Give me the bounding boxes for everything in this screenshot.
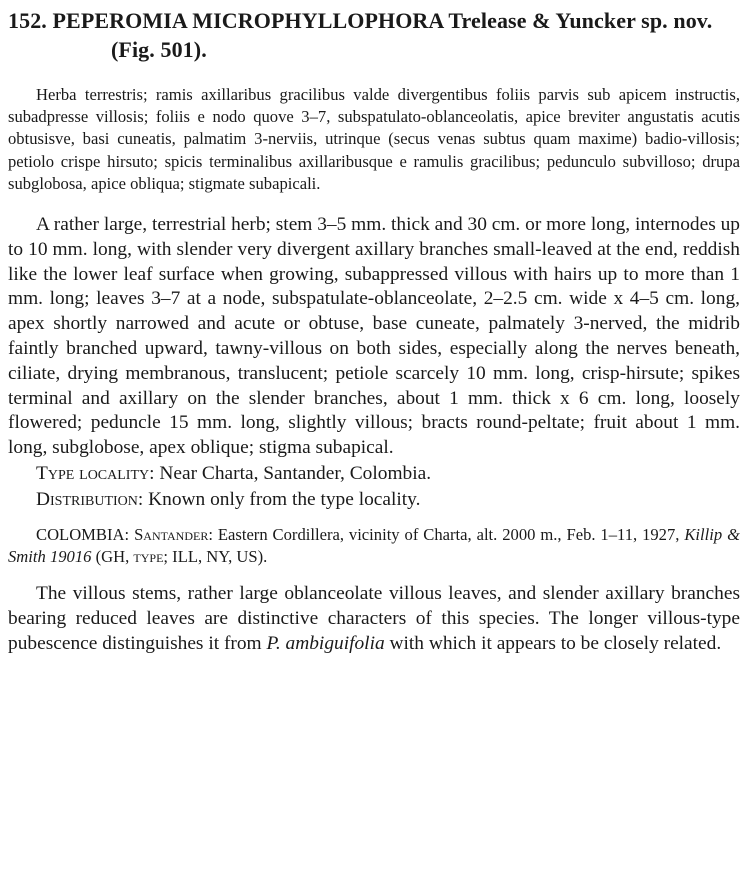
specimen-country: COLOMBIA:: [36, 524, 130, 544]
remarks: [8, 582, 740, 656]
specimen-herbaria-open: (GH,: [95, 546, 130, 566]
specimen-citation: [8, 524, 740, 568]
specimen-department: Santander:: [134, 524, 213, 544]
species-number: 152.: [8, 8, 47, 33]
type-locality: [8, 462, 740, 487]
species-heading: [8, 6, 740, 64]
distribution-label: Distribution:: [36, 488, 144, 510]
remarks-after: with which it appears to be closely related.: [389, 632, 722, 654]
english-description: A rather large, terrestrial herb; stem 3–5 mm. thick and 30 cm. or more long, internodes up to 10 mm. long, with slender very divergent axillary branches small-leaved at the end, reddish like the lower leaf surface when growing, subappressed villous with hairs up to more than 1 mm. long; leaves 3–7 at a node, subspatulate-oblanceolate, 2–2.5 cm. wide x 4–5 cm. long, apex shortly narrowed and acute or obtuse, base cuneate, palmately 3-nerved, the midrib faintly branched upward, tawny-villous on both sides, especially along the nerves beneath, ciliate, drying membranous, translucent; petiole scarcely 10 mm. long, crisp-hirsute; spikes terminal and axillary on the slender branches, about 1 mm. thick x 6 cm. long, loosely flowered; peduncle 15 mm. long, slightly villous; bracts round-peltate; fruit about 1 mm. long, subglobose, apex oblique; stigma subapical.: [8, 214, 740, 459]
latin-diagnosis: Herba terrestris; ramis axillaribus gracilibus valde divergentibus foliis parvis sub apicem instructis, subadpresse villosis; foliis e nodo quove 3–7, subspatulato-oblanceolatis, apice breviter angustatis acutis obtusisve, basi cuneatis, palmatim 3-nerviis, utrinque (secus venas subtus quam maxime) badio-villosis; petiolo crispe hirsuto; spicis terminalibus axillaribusque e ramulis gracilibus; pedunculo subvilloso; drupa subglobosa, apice obliqua; stigmate subapicali.: [8, 85, 740, 193]
species-authors: Trelease & Yuncker: [448, 8, 636, 33]
remarks-species: P. ambiguifolia: [266, 632, 385, 654]
specimen-locality: Eastern Cordillera, vicinity of Charta, alt. 2000 m., Feb. 1–11, 1927,: [217, 524, 680, 544]
specimen-collector: Killip & Smith 19016: [8, 524, 740, 566]
species-status: sp. nov. (Fig. 501).: [111, 8, 713, 62]
specimen-type-word: type: [133, 546, 164, 566]
remarks-before: The villous stems, rather large oblanceolate villous leaves, and slender axillary branches bearing reduced leaves are distinctive characters of this species. The longer villous-type pubescence distinguishes it from: [8, 582, 740, 654]
distribution: [8, 488, 740, 513]
type-locality-value: Near Charta, Santander, Colombia.: [159, 462, 432, 484]
distribution-value: Known only from the type locality.: [148, 488, 421, 510]
type-locality-label: Type locality:: [36, 462, 155, 484]
specimen-herbaria-close: ; ILL, NY, US).: [163, 546, 268, 566]
species-name: PEPEROMIA MICROPHYLLOPHORA: [52, 8, 444, 33]
